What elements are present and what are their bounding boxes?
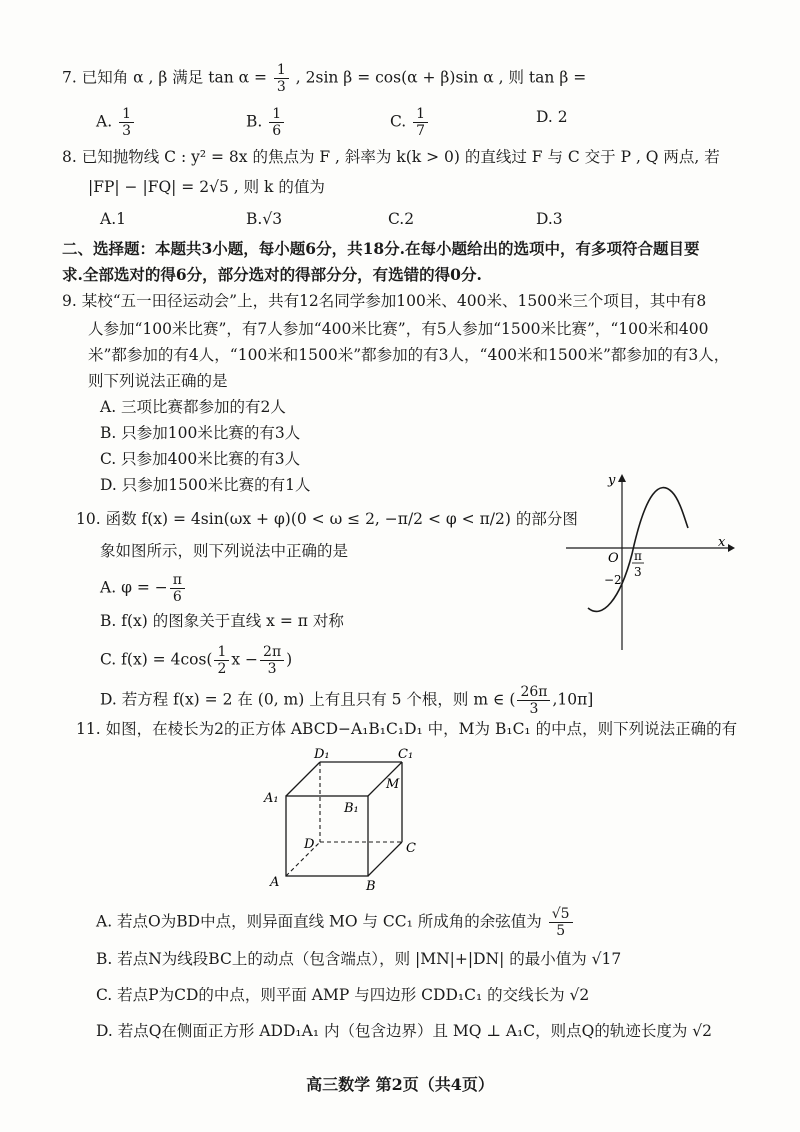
q10-option-c-post: ) — [286, 650, 293, 669]
q7-option-d — [536, 106, 568, 128]
q7-option-a-label: A. — [96, 112, 113, 131]
q7-stem — [62, 62, 586, 95]
q10-option-c-frac2 — [260, 644, 284, 677]
q11-option-a — [96, 906, 575, 939]
q10-option-c-num2: 2π — [260, 644, 284, 661]
q10-option-c-num1: 1 — [214, 644, 229, 661]
q7-option-a-den: 3 — [122, 123, 131, 139]
graph-x-tick-num: π — [634, 549, 642, 563]
q10-option-d-den: 3 — [529, 701, 539, 717]
graph-origin-label: O — [608, 551, 619, 566]
cube-label-c: C — [406, 841, 416, 856]
page-footer: 高三数学 第2页（共4页） — [306, 1075, 494, 1094]
q8-line1-text: 已知抛物线 C : y² = 8x 的焦点为 F , 斜率为 k(k > 0) 的直线过 F 与 C 交于 P , Q 两点, 若 — [81, 148, 720, 166]
q10-option-c-pre: f(x) = 4cos( — [121, 650, 213, 669]
q7-stem-a: 已知角 α , β 满足 tan α = — [81, 68, 272, 87]
q7-option-b-den: 6 — [272, 123, 282, 139]
q10-option-c-den1: 2 — [217, 661, 227, 677]
q7-option-a-num: 1 — [119, 106, 134, 123]
q7-option-c-den: 7 — [416, 123, 426, 139]
q7-option-b-label: B. — [246, 112, 263, 131]
q9-option-b: B. 只参加100米比赛的有3人 — [100, 424, 301, 442]
q7-option-c-num: 1 — [413, 106, 428, 123]
q8-option-d: D.3 — [536, 210, 563, 228]
q10-option-d-pre: D. 若方程 f(x) = 2 在 (0, m) 上有且只有 5 个根，则 m ∈ ( — [100, 690, 516, 709]
cube-label-m: M — [386, 777, 400, 792]
q10-option-a-den: 6 — [172, 589, 182, 605]
q9-line1: 9. 某校“五一田径运动会”上，共有12名同学参加100米、400米、1500米三个项目，其中有8 — [62, 292, 707, 310]
q7-option-d-text: 2 — [557, 108, 568, 126]
y-axis-arrow — [618, 474, 626, 482]
q7-option-a-frac — [119, 106, 134, 139]
q10-option-a-label: A. — [100, 578, 117, 597]
q11-option-c: C. 若点P为CD的中点，则平面 AMP 与四边形 CDD₁C₁ 的交线长为 √2 — [96, 986, 590, 1004]
q8-option-c: C.2 — [388, 210, 415, 228]
q10-option-c — [100, 644, 292, 677]
q8-number: 8. — [62, 148, 77, 166]
q11-option-a-den: 5 — [556, 923, 566, 939]
q10-option-d-frac — [517, 684, 550, 717]
q10-option-a — [100, 572, 187, 605]
q7-option-b-num: 1 — [269, 106, 284, 123]
q10-line1: 10. 函数 f(x) = 4sin(ωx + φ)(0 < ω ≤ 2, −π/2 < φ < π/2) 的部分图 — [76, 510, 578, 528]
q10-option-a-num: π — [170, 572, 185, 589]
q9-line2: 人参加“100米比赛”，有7人参加“400米比赛”，有5人参加“1500米比赛”，“100米和400 — [88, 320, 709, 338]
section2-line1: 二、选择题：本题共3小题，每小题6分，共18分.在每小题给出的选项中，有多项符合题目要 — [62, 239, 700, 258]
cube-hidden-ad — [286, 842, 320, 876]
graph-x-tick-den: 3 — [634, 565, 642, 579]
q10-option-c-den2: 3 — [267, 661, 277, 677]
cube-label-a: A — [270, 875, 280, 890]
cube-label-a1: A₁ — [264, 791, 279, 806]
cube-label-d: D — [304, 837, 315, 852]
q7-stem-b: , 2sin β = cos(α + β)sin α , 则 tan β = — [290, 68, 587, 87]
graph-y-tick: −2 — [604, 573, 622, 587]
graph-x-label: x — [718, 535, 726, 550]
q9-line3: 米”都参加的有4人，“100米和1500米”都参加的有3人，“400米和1500米”都参加的有3人， — [88, 346, 730, 364]
q10-option-a-pre: φ = − — [121, 578, 168, 597]
q10-option-d — [100, 684, 593, 717]
q11-option-b: B. 若点N为线段BC上的动点（包含端点），则 |MN|+|DN| 的最小值为 √17 — [96, 950, 622, 968]
q9-option-d: D. 只参加1500米比赛的有1人 — [100, 476, 311, 494]
q11-option-a-frac — [549, 906, 573, 939]
cube-label-d1: D₁ — [314, 748, 330, 762]
q7-fraction — [274, 62, 289, 95]
x-axis-arrow — [728, 544, 735, 552]
q10-option-c-frac1 — [214, 644, 229, 677]
q7-option-c-label: C. — [390, 112, 407, 131]
q7-number: 7. — [62, 68, 77, 87]
q7-option-c-frac — [413, 106, 428, 139]
q7-option-b — [246, 106, 286, 139]
q9-option-a: A. 三项比赛都参加的有2人 — [100, 398, 286, 416]
cube-label-c1: C₁ — [398, 748, 414, 762]
q11-option-a-num: √5 — [549, 906, 573, 923]
section2-line2: 求.全部选对的得6分，部分选对的得部分分，有选错的得0分. — [62, 265, 482, 284]
q11-option-a-pre: A. 若点O为BD中点，则异面直线 MO 与 CC₁ 所成角的余弦值为 — [96, 912, 542, 931]
q7-frac-num: 1 — [274, 62, 289, 79]
graph-y-label: y — [608, 473, 616, 488]
q7-frac-den: 3 — [276, 79, 286, 95]
q10-option-d-post: ,10π] — [552, 690, 594, 709]
cube-edge-a1d1 — [286, 762, 320, 796]
q10-option-d-num: 26π — [517, 684, 550, 701]
q7-option-a — [96, 106, 136, 139]
q10-sine-graph — [560, 470, 735, 655]
q9-option-c: C. 只参加400米比赛的有3人 — [100, 450, 301, 468]
q8-option-a: A.1 — [100, 210, 126, 228]
cube-label-b: B — [366, 879, 376, 894]
q10-option-c-mid: x − — [231, 650, 259, 669]
q11-line1: 11. 如图，在棱长为2的正方体 ABCD−A₁B₁C₁D₁ 中，M为 B₁C₁ 的中点，则下列说法正确的有 — [76, 720, 738, 738]
q7-option-b-frac — [269, 106, 284, 139]
q10-option-a-frac — [170, 572, 185, 605]
q8-option-b: B.√3 — [246, 210, 283, 228]
cube-label-b1: B₁ — [344, 801, 359, 816]
q8-line2: |FP| − |FQ| = 2√5 , 则 k 的值为 — [88, 178, 325, 196]
q7-option-c — [390, 106, 430, 139]
q11-cube-figure — [260, 748, 440, 898]
q10-line2: 象如图所示，则下列说法中正确的是 — [100, 542, 349, 560]
cube-edge-bc — [368, 842, 402, 876]
q7-option-d-label: D. — [536, 108, 553, 126]
q8-line1 — [62, 146, 720, 168]
q9-line4: 则下列说法正确的是 — [88, 372, 228, 390]
q10-option-c-label: C. — [100, 650, 117, 669]
q11-option-d: D. 若点Q在侧面正方形 ADD₁A₁ 内（包含边界）且 MQ ⊥ A₁C，则点Q的轨迹长度为 √2 — [96, 1022, 713, 1040]
q10-option-b: B. f(x) 的图象关于直线 x = π 对称 — [100, 612, 344, 630]
